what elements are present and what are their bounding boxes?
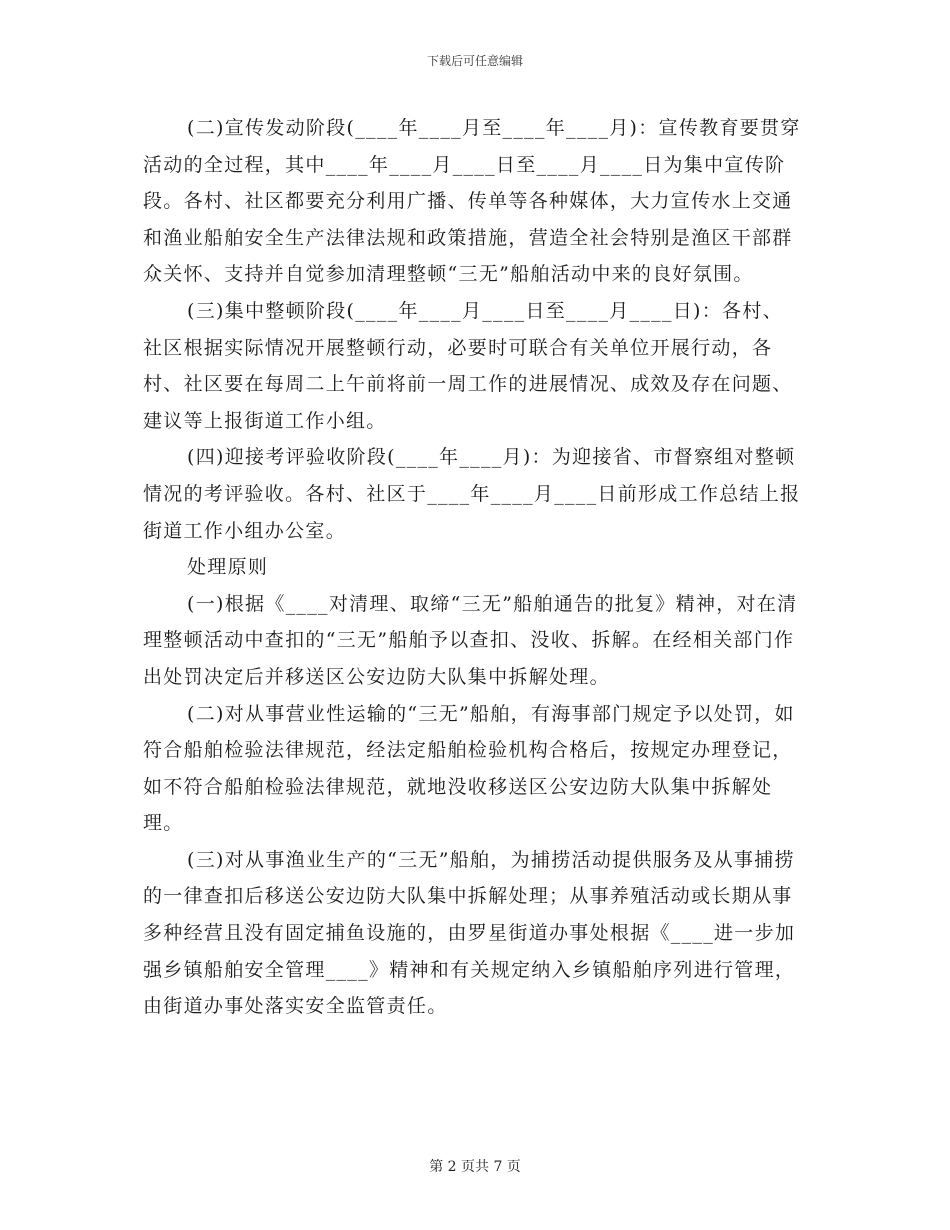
paragraph-principle-two: (二)对从事营业性运输的“三无”船舶，有海事部门规定予以处罚，如符合船舶检验法律规范，经法定船舶检验机构合格后，按规定办理登记，如不符合船舶检验法律规范，就地没收移送区公安边防大队集中拆解处理。 <box>143 702 795 835</box>
section-heading-principles: 处理原则 <box>187 556 269 579</box>
paragraph-inspection-stage: (四)迎接考评验收阶段(____年____月)：为迎接省、市督察组对整顿情况的考评验收。各村、社区于____年____月____日前形成工作总结上报街道工作小组办公室。 <box>143 446 801 542</box>
page-header: 下载后可任意编辑 <box>426 54 523 68</box>
page-footer: 第 2 页共 7 页 <box>429 1159 521 1175</box>
paragraph-principle-three: (三)对从事渔业生产的“三无”船舶，为捕捞活动提供服务及从事捕捞的一律查扣后移送公安边防大队集中拆解处理；从事养殖活动或长期从事多种经营且没有固定捕鱼设施的，由罗星街道办事处根据《____进一步加强乡镇船舶安全管理____》精神和有关规定纳入乡镇船舶序列进行管理，由街道办事处落实安全监管责任。 <box>143 848 796 1018</box>
paragraph-principle-one: (一)根据《____对清理、取缔“三无”船舶通告的批复》精神，对在清理整顿活动中查扣的“三无”船舶予以查扣、没收、拆解。在经相关部门作出处罚决定后并移送区公安边防大队集中拆解处理。 <box>143 592 798 688</box>
paragraph-publicity-stage: (二)宣传发动阶段(____年____月至____年____月)：宣传教育要贯穿活动的全过程，其中____年____月____日至____月____日为集中宣传阶段。各村、社区都要充分利用广播、传单等各种媒体，大力宣传水上交通和渔业船舶安全生产法律法规和政策措施，营造全社会特别是渔区干部群众关怀、支持并自觉参加清理整顿“三无”船舶活动中来的良好氛围。 <box>143 117 801 286</box>
document-body <box>143 110 803 1025</box>
paragraph-rectification-stage: (三)集中整顿阶段(____年____月____日至____月____日)：各村、社区根据实际情况开展整顿行动，必要时可联合有关单位开展行动，各村、社区要在每周二上午前将前一周工作的进展情况、成效及存在问题、建议等上报街道工作小组。 <box>143 299 793 432</box>
